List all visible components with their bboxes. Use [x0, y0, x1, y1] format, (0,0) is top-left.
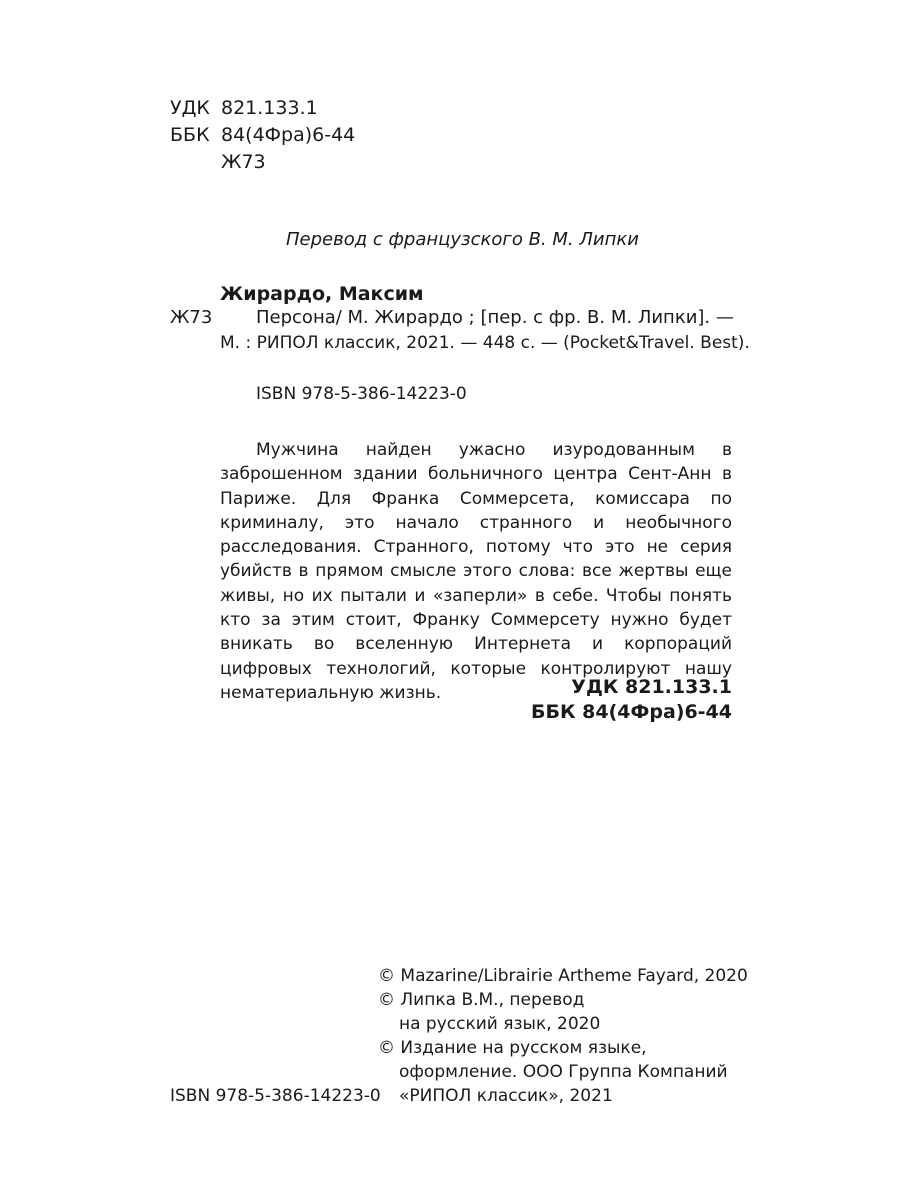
translation-note: Перевод с французского В. М. Липки	[286, 229, 639, 250]
copyright-line-6: «РИПОЛ классик», 2021	[399, 1086, 613, 1106]
udk-label: УДК	[170, 97, 210, 119]
annotation-paragraph	[220, 438, 732, 705]
copyright-line-4: © Издание на русском языке,	[378, 1038, 647, 1058]
index-bbk: ББК 84(4Фра)6-44	[531, 701, 732, 723]
author-mark: Ж73	[221, 151, 266, 173]
footer-isbn: ISBN 978-5-386-14223-0	[170, 1086, 381, 1106]
record-imprint-line: М. : РИПОЛ классик, 2021. — 448 с. — (Pocket&Travel. Best).	[220, 333, 750, 353]
record-author-mark: Ж73	[170, 307, 213, 328]
copyright-line-1: © Mazarine/Librairie Artheme Fayard, 2020	[378, 966, 748, 986]
author-heading: Жирардо, Максим	[220, 283, 424, 305]
annotation-text: Мужчина найден ужасно изуродованным в заброшенном здании больничного центра Сент-Анн в Париже. Для Франка Соммерсета, комиссара по криминалу, это начало странного и необычного расследования. Странного, потому что это не серия убийств в прямом смысле этого слова: все жертвы еще живы, но их пытали и «заперли» в себе. Чтобы понять кто за этим стоит, Франку Соммерсету нужно будет вникать во вселенную Интернета и корпораций цифровых технологий, которые контролируют нашу нематериальную жизнь.	[220, 440, 732, 703]
copyright-line-5: оформление. ООО Группа Компаний	[399, 1062, 728, 1082]
record-isbn: ISBN 978-5-386-14223-0	[256, 384, 467, 404]
index-udk: УДК 821.133.1	[571, 676, 732, 698]
bbk-label: ББК	[170, 124, 210, 146]
bbk-value: 84(4Фра)6-44	[221, 124, 356, 146]
copyright-line-3: на русский язык, 2020	[399, 1014, 601, 1034]
udk-value: 821.133.1	[221, 97, 318, 119]
copyright-line-2: © Липка В.М., перевод	[378, 990, 585, 1010]
record-title-line: Персона/ М. Жирардо ; [пер. с фр. В. М. Липки]. —	[256, 307, 734, 328]
